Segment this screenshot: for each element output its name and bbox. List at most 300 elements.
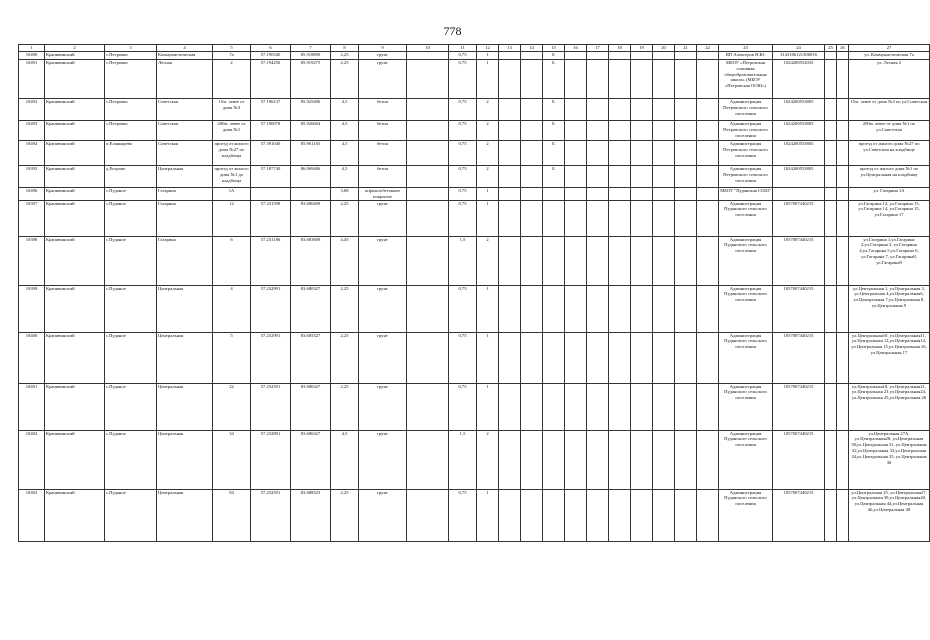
table-cell: 1024200553805: [773, 166, 825, 188]
table-row: [19, 188, 930, 201]
table-cell: 2,25: [331, 383, 359, 430]
table-cell: [407, 166, 449, 188]
table-cell: [587, 200, 609, 236]
table-cell: д.Егорово: [105, 166, 157, 188]
table-cell: ул. Гагарина 1А: [849, 188, 930, 201]
table-cell: Б: [543, 141, 565, 166]
table-cell: 15м. левее от дома №3: [213, 99, 251, 121]
table-cell: 2: [213, 60, 251, 99]
table-cell: [251, 188, 291, 201]
table-cell: с.Пуданое: [105, 188, 157, 201]
table-cell: ул.Центральная 27А, ул.Центральная28, ул.Центральная 30,ул.Центральная 31, ул.Центральная 32,ул.Центральная 33,ул.Центральная 34,ул.Центральная 35, ул.Центральная 36: [849, 430, 930, 489]
table-cell: [837, 383, 849, 430]
table-cell: грунт: [359, 200, 407, 236]
table-cell: [609, 60, 631, 99]
table-cell: [543, 188, 565, 201]
table-cell: [631, 383, 653, 430]
table-cell: Крапивинский: [45, 383, 105, 430]
table-cell: ИП Алексеров Н.Ю.: [719, 52, 773, 60]
table-cell: Б: [543, 121, 565, 141]
table-cell: [543, 489, 565, 541]
table-cell: бетон: [359, 99, 407, 121]
table-cell: Крапивинский: [45, 200, 105, 236]
table-cell: грунт: [359, 236, 407, 285]
table-cell: 1: [477, 52, 499, 60]
table-cell: 0,75: [449, 489, 477, 541]
table-cell: [675, 121, 697, 141]
table-cell: [499, 141, 521, 166]
table-cell: 1057007440215: [773, 383, 825, 430]
table-cell: [609, 188, 631, 201]
table-cell: 22: [213, 383, 251, 430]
table-cell: [521, 383, 543, 430]
table-cell: Б: [543, 99, 565, 121]
table-cell: 1024200553805: [773, 141, 825, 166]
table-cell: Гагарина: [157, 188, 213, 201]
table-cell: Администрация Петровского сельского поселения: [719, 99, 773, 121]
table-cell: 10403: [19, 489, 45, 541]
table-cell: [407, 236, 449, 285]
table-cell: 1: [477, 383, 499, 430]
table-cell: [825, 200, 837, 236]
table-cell: 10496: [19, 188, 45, 201]
table-cell: [631, 99, 653, 121]
table-cell: 86.069406: [291, 166, 331, 188]
table-cell: [587, 52, 609, 60]
table-cell: проезд от жилого дома №1 по ул.Центральная на кладбище: [849, 166, 930, 188]
table-cell: 83.688523: [291, 489, 331, 541]
table-cell: [837, 285, 849, 332]
table-cell: [587, 332, 609, 383]
table-cell: [521, 52, 543, 60]
table-cell: [609, 383, 631, 430]
table-cell: 1: [477, 285, 499, 332]
column-header: 17: [587, 45, 609, 52]
table-cell: с.Пуданое: [105, 236, 157, 285]
table-cell: Б: [543, 166, 565, 188]
table-cell: с.Пуданое: [105, 489, 157, 541]
table-cell: [587, 121, 609, 141]
column-header: 11: [449, 45, 477, 52]
table-cell: 10397: [19, 200, 45, 236]
table-cell: [609, 430, 631, 489]
column-header: 20: [653, 45, 675, 52]
table-cell: Гагарина: [157, 236, 213, 285]
table-cell: 2,25: [331, 60, 359, 99]
table-cell: [499, 99, 521, 121]
table-cell: грунт: [359, 60, 407, 99]
table-cell: Центральная: [157, 332, 213, 383]
table-row: [19, 489, 930, 541]
table-cell: [837, 236, 849, 285]
table-cell: [653, 383, 675, 430]
table-cell: [521, 141, 543, 166]
table-cell: [697, 285, 719, 332]
column-header: 27: [849, 45, 930, 52]
table-cell: 0,75: [449, 60, 477, 99]
table-cell: Крапивинский: [45, 188, 105, 201]
table-cell: 0,75: [449, 166, 477, 188]
table-cell: 83.683809: [291, 236, 331, 285]
column-header: 23: [719, 45, 773, 52]
table-cell: [543, 236, 565, 285]
table-cell: 0,75: [449, 188, 477, 201]
table-cell: 4,45: [331, 236, 359, 285]
table-cell: 83.680409: [291, 200, 331, 236]
table-cell: [407, 383, 449, 430]
table-row: [19, 99, 930, 121]
table-cell: 4,5: [331, 141, 359, 166]
table-cell: 85.918890: [291, 52, 331, 60]
table-cell: [653, 141, 675, 166]
column-header: 19: [631, 45, 653, 52]
table-cell: 1А: [213, 188, 251, 201]
table-cell: [653, 236, 675, 285]
table-cell: ул. Лесная 2: [849, 60, 930, 99]
table-cell: ул.Гагарина 12, ул.Гагарина 13, ул.Гагарина 14, ул.Гагарина 15, ул.Гагарина 17: [849, 200, 930, 236]
table-cell: [521, 99, 543, 121]
column-header: 4: [157, 45, 213, 52]
table-cell: 2,25: [331, 489, 359, 541]
table-cell: [543, 200, 565, 236]
table-cell: [499, 166, 521, 188]
table-cell: [697, 489, 719, 541]
table-cell: [609, 285, 631, 332]
table-cell: 1057007440215: [773, 285, 825, 332]
table-cell: [697, 200, 719, 236]
table-cell: [521, 60, 543, 99]
table-cell: [521, 236, 543, 285]
table-cell: Б: [543, 52, 565, 60]
table-cell: [407, 332, 449, 383]
table-cell: [407, 188, 449, 201]
table-cell: [565, 121, 587, 141]
table-cell: [499, 200, 521, 236]
table-cell: [631, 285, 653, 332]
table-row: [19, 285, 930, 332]
table-cell: [609, 99, 631, 121]
table-cell: [543, 383, 565, 430]
table-cell: [631, 60, 653, 99]
table-cell: [825, 141, 837, 166]
table-cell: [609, 236, 631, 285]
column-header: 7: [291, 45, 331, 52]
table-cell: [675, 60, 697, 99]
table-cell: [609, 489, 631, 541]
table-cell: 10401: [19, 383, 45, 430]
table-cell: [631, 121, 653, 141]
table-cell: [675, 332, 697, 383]
table-cell: Центральная: [157, 430, 213, 489]
table-cell: [521, 121, 543, 141]
table-cell: 12: [213, 200, 251, 236]
table-cell: 10493: [19, 121, 45, 141]
table-cell: 10398: [19, 236, 45, 285]
column-header: 25: [825, 45, 837, 52]
table-cell: [837, 99, 849, 121]
table-cell: [565, 188, 587, 201]
table-cell: 10395: [19, 166, 45, 188]
table-cell: [499, 121, 521, 141]
table-cell: 2: [477, 121, 499, 141]
table-cell: 57.232591: [251, 489, 291, 541]
table-cell: 5: [213, 332, 251, 383]
table-cell: с.Петровка: [105, 121, 157, 141]
table-cell: [587, 430, 609, 489]
table-cell: п.Еланкарево: [105, 141, 157, 166]
table-cell: 57.232991: [251, 285, 291, 332]
registry-table: [18, 44, 930, 542]
table-cell: 2,25: [331, 200, 359, 236]
table-cell: 0,75: [449, 99, 477, 121]
table-cell: [565, 141, 587, 166]
table-cell: 0,75: [449, 285, 477, 332]
table-cell: 200м. левее от дома №1: [213, 121, 251, 141]
table-cell: [565, 430, 587, 489]
table-cell: 57.391040: [251, 141, 291, 166]
table-cell: [653, 332, 675, 383]
column-header: 6: [251, 45, 291, 52]
table-cell: [697, 383, 719, 430]
table-cell: 10400: [19, 332, 45, 383]
table-cell: 1: [477, 489, 499, 541]
table-cell: Гагарина: [157, 200, 213, 236]
table-cell: [837, 200, 849, 236]
table-cell: 34: [213, 430, 251, 489]
table-cell: [587, 141, 609, 166]
table-cell: 1024200552035: [773, 60, 825, 99]
table-cell: [499, 489, 521, 541]
table-cell: 0,75: [449, 332, 477, 383]
table-cell: Администрация Пуданского сельского поселения: [719, 489, 773, 541]
table-cell: 10492: [19, 99, 45, 121]
table-cell: 83.685327: [291, 332, 331, 383]
table-cell: [825, 383, 837, 430]
table-cell: 57.190078: [251, 121, 291, 141]
table-cell: Центральная: [157, 383, 213, 430]
table-cell: Администрация Пуданского сельского поселения: [719, 383, 773, 430]
table-cell: [631, 141, 653, 166]
table-cell: 1: [477, 332, 499, 383]
table-cell: [631, 332, 653, 383]
table-row: [19, 141, 930, 166]
table-cell: [653, 200, 675, 236]
table-cell: Крапивинский: [45, 285, 105, 332]
table-cell: [675, 99, 697, 121]
table-cell: [499, 188, 521, 201]
table-cell: Лесная: [157, 60, 213, 99]
table-cell: грунт: [359, 489, 407, 541]
table-cell: с.Петровка: [105, 99, 157, 121]
table-cell: 57.231186: [251, 236, 291, 285]
table-cell: [565, 489, 587, 541]
table-cell: [565, 52, 587, 60]
table-cell: 85.925496: [291, 99, 331, 121]
table-cell: [697, 430, 719, 489]
table-cell: 200м. левее от дома №1 по ул.Советская: [849, 121, 930, 141]
table-cell: 4,5: [331, 166, 359, 188]
table-cell: 4: [213, 285, 251, 332]
table-cell: [407, 60, 449, 99]
table-cell: Администрация Пуданского сельского поселения: [719, 285, 773, 332]
table-cell: грунт: [359, 52, 407, 60]
table-cell: бетон: [359, 121, 407, 141]
table-cell: [697, 166, 719, 188]
table-cell: [675, 188, 697, 201]
table-cell: Центральная: [157, 285, 213, 332]
table-cell: [521, 188, 543, 201]
column-header-row: [19, 45, 930, 52]
table-cell: Администрация Пуданского сельского поселения: [719, 200, 773, 236]
table-row: [19, 52, 930, 60]
table-cell: 0,75: [449, 141, 477, 166]
table-cell: [837, 52, 849, 60]
table-cell: Администрация Петровского сельского поселения: [719, 121, 773, 141]
table-cell: 4,5: [331, 121, 359, 141]
table-cell: [521, 166, 543, 188]
table-row: [19, 200, 930, 236]
table-cell: 10490: [19, 52, 45, 60]
table-cell: [609, 141, 631, 166]
column-header: 24: [773, 45, 825, 52]
table-cell: 2: [477, 236, 499, 285]
table-cell: 2: [477, 99, 499, 121]
table-row: [19, 60, 930, 99]
table-cell: [565, 285, 587, 332]
column-header: 5: [213, 45, 251, 52]
table-cell: с.Пуданое: [105, 200, 157, 236]
table-cell: Советская: [157, 141, 213, 166]
table-cell: 6: [213, 236, 251, 285]
column-header: 8: [331, 45, 359, 52]
table-row: [19, 383, 930, 430]
table-cell: [697, 99, 719, 121]
table-cell: 3,68: [331, 188, 359, 201]
table-cell: 57.231598: [251, 200, 291, 236]
table-cell: 94: [213, 489, 251, 541]
table-cell: [407, 285, 449, 332]
table-cell: 57.190340: [251, 52, 291, 60]
table-cell: [499, 383, 521, 430]
table-cell: [697, 52, 719, 60]
table-cell: 1,5: [449, 236, 477, 285]
table-cell: ул.Центральная10, ул.Центральная11, ул.Центральная 12,ул.Центральная14, ул.Центральная 15,ул.Центральная 16, ул.Центральная 17: [849, 332, 930, 383]
table-cell: 0,75: [449, 52, 477, 60]
table-cell: [499, 60, 521, 99]
table-cell: [521, 430, 543, 489]
table-cell: [697, 60, 719, 99]
table-cell: МБОУ «Петровская основная общеобразовательная школа» (МБОУ «Петровская ООШ»): [719, 60, 773, 99]
table-cell: бетон: [359, 166, 407, 188]
table-cell: [825, 285, 837, 332]
table-cell: [653, 430, 675, 489]
table-cell: Администрация Пуданского сельского поселения: [719, 430, 773, 489]
table-cell: [837, 166, 849, 188]
table-cell: [653, 121, 675, 141]
table-cell: 1024200553805: [773, 99, 825, 121]
table-cell: Б: [543, 60, 565, 99]
table-cell: 10491: [19, 60, 45, 99]
table-row: [19, 236, 930, 285]
table-cell: 85.961165: [291, 141, 331, 166]
table-cell: [675, 285, 697, 332]
table-cell: 7а: [213, 52, 251, 60]
table-cell: [697, 121, 719, 141]
table-cell: 57.232891: [251, 430, 291, 489]
table-cell: [837, 60, 849, 99]
table-cell: [565, 60, 587, 99]
table-cell: [675, 489, 697, 541]
table-cell: [631, 200, 653, 236]
table-cell: [565, 99, 587, 121]
table-cell: 0,75: [449, 200, 477, 236]
table-cell: грунт: [359, 430, 407, 489]
table-cell: 1057007440215: [773, 236, 825, 285]
table-cell: [837, 430, 849, 489]
table-cell: 2: [477, 141, 499, 166]
table-cell: [675, 383, 697, 430]
table-cell: с.Пуданое: [105, 332, 157, 383]
table-cell: [609, 332, 631, 383]
column-header: 26: [837, 45, 849, 52]
table-cell: [837, 141, 849, 166]
table-cell: [837, 188, 849, 201]
column-header: 13: [499, 45, 521, 52]
table-cell: [587, 285, 609, 332]
table-cell: [675, 430, 697, 489]
table-cell: 57.232991: [251, 332, 291, 383]
table-cell: ул. Коммунистическая 7а: [849, 52, 930, 60]
table-cell: [653, 285, 675, 332]
table-cell: [543, 285, 565, 332]
table-cell: [825, 489, 837, 541]
table-cell: [521, 285, 543, 332]
table-cell: грунт: [359, 383, 407, 430]
table-cell: Центральная: [157, 489, 213, 541]
table-cell: проезд от жилого дома №27 по кладбища: [213, 141, 251, 166]
table-cell: [499, 52, 521, 60]
column-header: 12: [477, 45, 499, 52]
table-cell: 83.680327: [291, 285, 331, 332]
table-cell: [499, 430, 521, 489]
table-cell: [521, 332, 543, 383]
table-cell: 3143106121300016: [773, 52, 825, 60]
table-cell: 83.686327: [291, 383, 331, 430]
table-cell: [653, 99, 675, 121]
table-cell: [631, 166, 653, 188]
table-cell: [825, 332, 837, 383]
table-cell: [837, 121, 849, 141]
table-cell: [587, 166, 609, 188]
table-cell: Крапивинский: [45, 121, 105, 141]
column-header: 9: [359, 45, 407, 52]
column-header: 16: [565, 45, 587, 52]
column-header: 3: [105, 45, 157, 52]
table-cell: Крапивинский: [45, 332, 105, 383]
table-cell: [631, 430, 653, 489]
table-cell: [837, 489, 849, 541]
table-cell: грунт: [359, 285, 407, 332]
table-cell: 10399: [19, 285, 45, 332]
table-cell: с.Пуданое: [105, 383, 157, 430]
table-cell: [407, 99, 449, 121]
table-cell: [825, 430, 837, 489]
table-cell: 57.232591: [251, 383, 291, 430]
table-cell: 57.187740: [251, 166, 291, 188]
table-cell: 57.194256: [251, 60, 291, 99]
table-cell: [587, 60, 609, 99]
table-cell: [587, 99, 609, 121]
